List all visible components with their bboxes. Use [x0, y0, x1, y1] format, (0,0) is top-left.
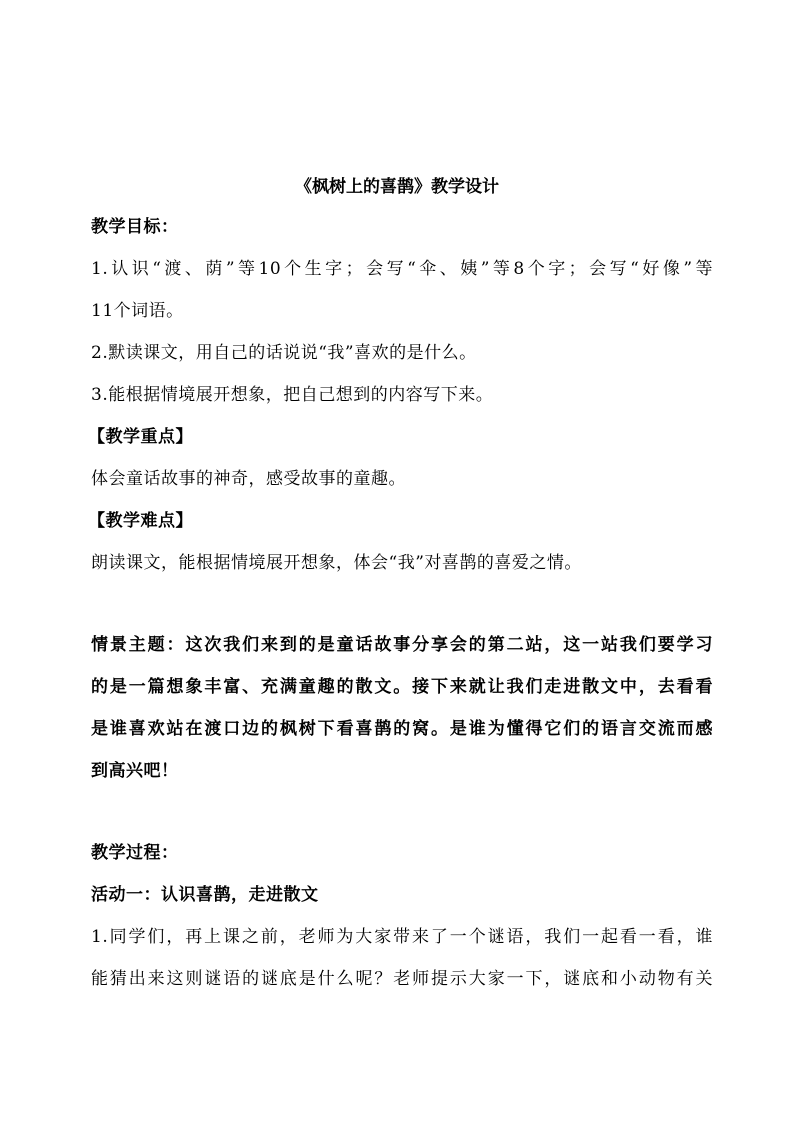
theme-line-2: 的是一篇想象丰富、充满童趣的散文。接下来就让我们走进散文中，去看看 — [91, 677, 713, 697]
difficulties-text: 朗读课文，能根据情境展开想象，体会“我”对喜鹊的喜爱之情。 — [91, 553, 582, 573]
theme-line-3: 是谁喜欢站在渡口边的枫树下看喜鹊的窝。是谁为懂得它们的语言交流而感 — [91, 719, 713, 739]
theme-line-4: 到高兴吧！ — [91, 761, 179, 781]
activity-1-heading: 活动一：认识喜鹊，走进散文 — [91, 885, 319, 905]
document-title: 《枫树上的喜鹊》教学设计 — [295, 177, 499, 197]
objectives-heading: 教学目标： — [91, 217, 179, 237]
difficulties-heading: 【教学难点】 — [88, 511, 193, 531]
key-points-text: 体会童话故事的神奇，感受故事的童趣。 — [91, 469, 406, 489]
objective-1-line-2: 11个词语。 — [91, 301, 184, 321]
objective-3: 3.能根据情境展开想象，把自己想到的内容写下来。 — [91, 385, 494, 405]
objective-2: 2.默读课文，用自己的话说说“我”喜欢的是什么。 — [91, 343, 477, 363]
process-heading: 教学过程： — [91, 843, 179, 863]
activity-1-line-2: 能猜出来这则谜语的谜底是什么呢？老师提示大家一下，谜底和小动物有关 — [91, 969, 713, 989]
activity-1-line-1: 1.同学们，再上课之前，老师为大家带来了一个谜语，我们一起看一看，谁 — [91, 927, 713, 947]
key-points-heading: 【教学重点】 — [88, 427, 193, 447]
theme-line-1: 情景主题：这次我们来到的是童话故事分享会的第二站，这一站我们要学习 — [91, 635, 713, 655]
objective-1-line-1: 1.认识“渡、荫”等10个生字；会写“伞、姨”等8个字；会写“好像”等 — [91, 259, 713, 279]
